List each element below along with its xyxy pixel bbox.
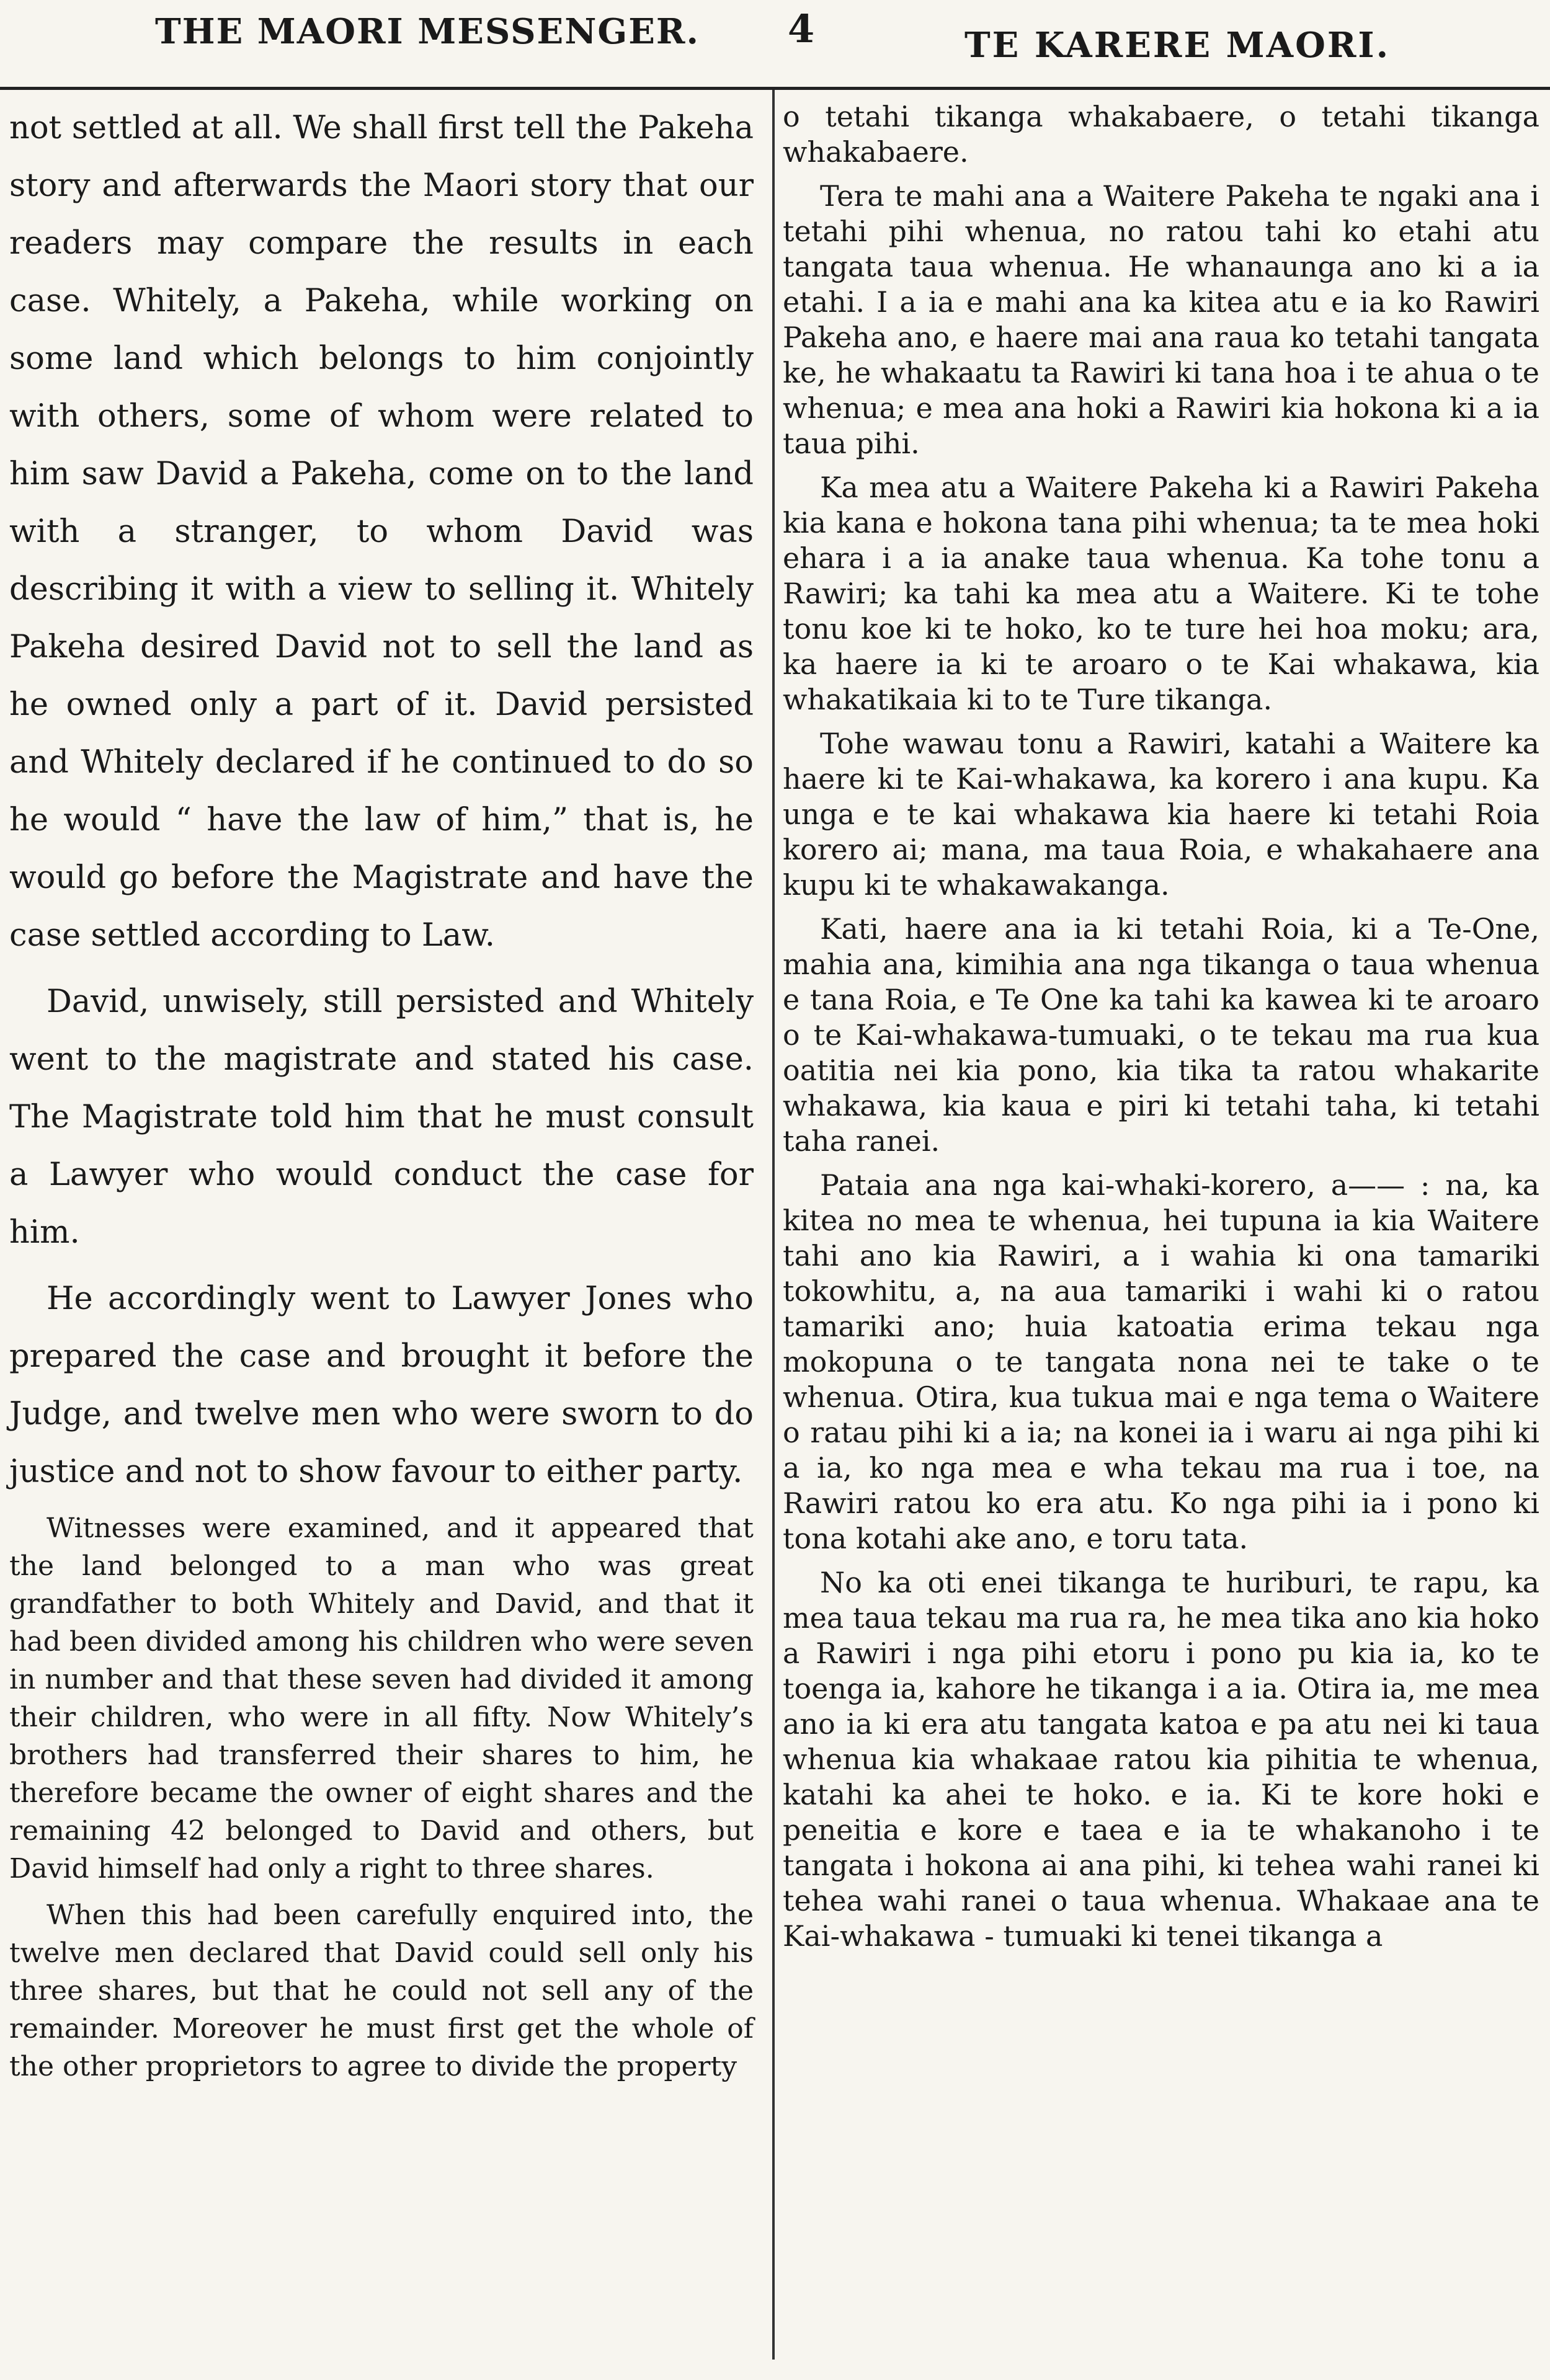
- maori-paragraph: o tetahi tikanga whakabaere, o tetahi tikanga whakabaere.: [783, 100, 1539, 169]
- masthead: [0, 0, 1550, 90]
- maori-title: TE KARERE MAORI.: [964, 25, 1391, 66]
- column-divider: [772, 90, 775, 2360]
- maori-paragraph: Pataia ana nga kai-whaki-korero, a—— : na, ka kitea no mea te whenua, hei tupuna ia kia Waitere tahi ano kia Rawiri, a i wahia ki ona tamariki tokowhitu, a, na aua tamariki i wahi ki o ratou tamariki ano; huia katoatia erima tekau nga mokopuna o te tangata nona nei te take o te whenua. Otira, kua tukua mai e nga tema o Waitere o ratau pihi ki a ia; na konei ia i waru ai nga pihi ki a ia, ko nga mea e wha tekau ma rua i toe, na Rawiri ratou ko era atu. Ko nga pihi ia i pono ki tona kotahi ake ano, e toru tata.: [783, 1168, 1539, 1555]
- english-column: [9, 99, 754, 2094]
- english-title: THE MAORI MESSENGER.: [155, 11, 700, 52]
- english-paragraph: When this had been carefully enquired into, the twelve men declared that David could sell only his three shares, but that he could not sell any of the remainder. Moreover he must first get the whole of the other proprietors to agree to divide the property: [9, 1899, 754, 2082]
- english-paragraph: David, unwisely, still persisted and Whitely went to the magistrate and stated his case. The Magistrate told him that he must consult a Lawyer who would conduct the case for him.: [9, 984, 754, 1251]
- maori-column: [783, 99, 1539, 1963]
- maori-paragraph: No ka oti enei tikanga te huriburi, te rapu, ka mea taua tekau ma rua ra, he mea tika ano kia hoko a Rawiri i nga pihi etoru i pono pu kia ia, ko te toenga ia, kahore he tikanga i a ia. Otira ia, me mea ano ia ki era atu tangata katoa e pa atu nei ki taua whenua kia whakaae ratou kia pihitia te whenua, katahi ka ahei te hoko. e ia. Ki te kore hoki e peneitia e kore e taea e ia te whakanoho i te tangata i hokona ai ana pihi, ki tehea wahi ranei ki tehea wahi ranei o taua whenua. Whakaae ana te Kai-whakawa - tumuaki ki tenei tikanga a: [783, 1566, 1539, 1953]
- maori-paragraph: Tera te mahi ana a Waitere Pakeha te ngaki ana i tetahi pihi whenua, no ratou tahi ko etahi atu tangata taua whenua. He whanaunga ano ki a ia etahi. I a ia e mahi ana ka kitea atu e ia ko Rawiri Pakeha ano, e haere mai ana raua ko tetahi tangata ke, he whakaatu ta Rawiri ki tana hoa i te ahua o te whenua; e mea ana hoki a Rawiri kia hokona ki a ia taua pihi.: [783, 179, 1539, 460]
- english-paragraph: He accordingly went to Lawyer Jones who prepared the case and brought it before the Judge, and twelve men who were sworn to do justice and not to show favour to either party.: [9, 1281, 754, 1490]
- english-paragraph: Witnesses were examined, and it appeared that the land belonged to a man who was great grandfather to both Whitely and David, and that it had been divided among his children who were seven in number and that these seven had divided it among their children, who were in all fifty. Now Whitely’s brothers had transferred their shares to him, he therefore became the owner of eight shares and the remaining 42 belonged to David and others, but David himself had only a right to three shares.: [9, 1512, 754, 1885]
- maori-paragraph: Kati, haere ana ia ki tetahi Roia, ki a Te-One, mahia ana, kimihia ana nga tikanga o taua whenua e tana Roia, e Te One ka tahi ka kawea ki te aroaro o te Kai-whakawa-tumuaki, o te tekau ma rua kua oatitia nei kia pono, kia tika ta ratou whakarite whakawa, kia kaua e piri ki tetahi taha, ki tetahi taha ranei.: [783, 912, 1539, 1158]
- header-rule: [0, 87, 1550, 90]
- maori-paragraph: Ka mea atu a Waitere Pakeha ki a Rawiri Pakeha kia kana e hokona tana pihi whenua; ta te mea hoki ehara i a ia anake taua whenua. Ka tohe tonu a Rawiri; ka tahi ka mea atu a Waitere. Ki te tohe tonu koe ki te hoko, ko te ture hei hoa moku; ara, ka haere ia ki te aroaro o te Kai whakawa, kia whakatikaia ki to te Ture tikanga.: [783, 471, 1539, 716]
- maori-paragraph: Tohe wawau tonu a Rawiri, katahi a Waitere ka haere ki te Kai-whakawa, ka korero i ana kupu. Ka unga e te kai whakawa kia haere ki tetahi Roia korero ai; mana, ma taua Roia, e whakahaere ana kupu ki te whakawakanga.: [783, 727, 1539, 902]
- page-number: 4: [788, 6, 815, 51]
- english-paragraph: not settled at all. We shall first tell the Pakeha story and afterwards the Maori story that our readers may compare the results in each case. Whitely, a Pakeha, while working on some land which belongs to him conjointly with others, some of whom were related to him saw David a Pakeha, come on to the land with a stranger, to whom David was describing it with a view to selling it. Whitely Pakeha desired David not to sell the land as he owned only a part of it. David persisted and Whitely declared if he continued to do so he would “ have the law of him,” that is, he would go before the Magistrate and have the case settled according to Law.: [9, 110, 754, 954]
